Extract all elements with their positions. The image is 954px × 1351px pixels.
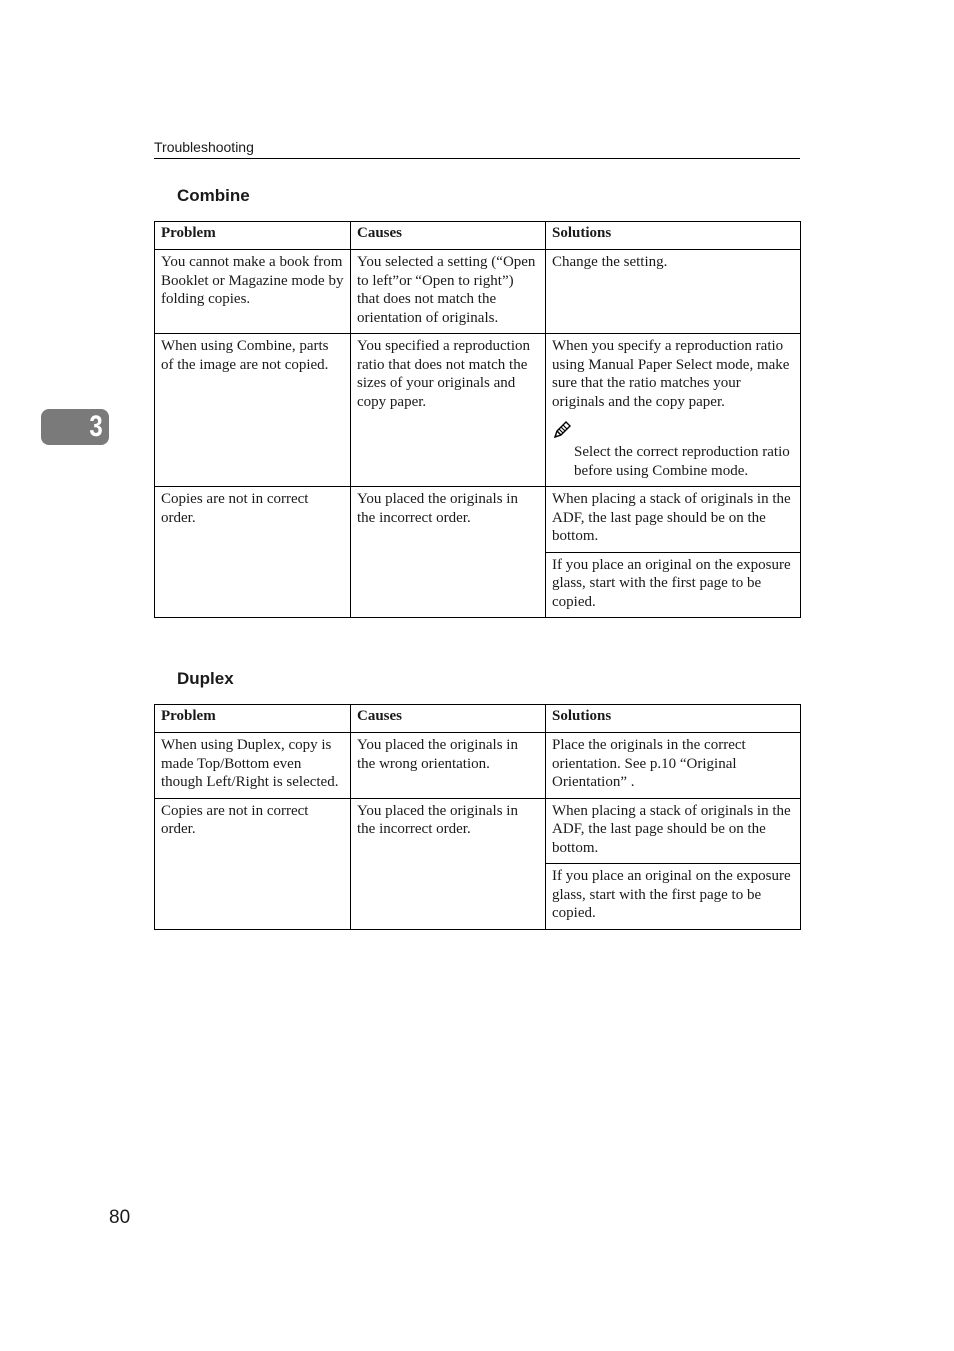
note-text: Select the correct reproduction ratio before using Combine mode.	[574, 444, 790, 479]
table-row	[155, 733, 801, 799]
chapter-tab	[41, 409, 109, 445]
duplex-table	[154, 704, 801, 930]
table-row	[155, 250, 801, 334]
table-header-row	[155, 705, 801, 733]
table-header-row	[155, 222, 801, 250]
pencil-note-icon	[552, 420, 572, 440]
solution-cell	[546, 334, 801, 487]
running-head: Troubleshooting	[154, 139, 800, 159]
problem-cell: You cannot make a book from Booklet or Magazine mode by folding copies.	[155, 250, 351, 334]
page-number: 80	[109, 1207, 131, 1228]
header-problem: Problem	[155, 705, 351, 733]
solution-cell: Place the originals in the correct orientation. See p.10 “Original Orientation” .	[546, 733, 801, 799]
duplex-section-title: Duplex	[177, 669, 234, 688]
problem-cell: When using Combine, parts of the image are not copied.	[155, 334, 351, 487]
table-row	[155, 798, 801, 864]
solution-text: When you specify a reproduction ratio using Manual Paper Select mode, make sure that the ratio matches your originals and the copy paper.	[552, 338, 790, 410]
header-causes: Causes	[351, 222, 546, 250]
problem-cell: Copies are not in correct order.	[155, 798, 351, 929]
combine-section-title: Combine	[177, 186, 250, 205]
cause-cell: You placed the originals in the wrong orientation.	[351, 733, 546, 799]
solution-cell: Change the setting.	[546, 250, 801, 334]
solution-cell: If you place an original on the exposure glass, start with the first page to be copied.	[546, 552, 801, 618]
table-row	[155, 487, 801, 553]
problem-cell: Copies are not in correct order.	[155, 487, 351, 618]
cause-cell: You placed the originals in the incorrect order.	[351, 487, 546, 618]
cause-cell: You placed the originals in the incorrect order.	[351, 798, 546, 929]
combine-table	[154, 221, 801, 618]
table-row	[155, 334, 801, 487]
header-solutions: Solutions	[546, 222, 801, 250]
header-causes: Causes	[351, 705, 546, 733]
header-solutions: Solutions	[546, 705, 801, 733]
solution-cell: When placing a stack of originals in the ADF, the last page should be on the bottom.	[546, 798, 801, 864]
chapter-number: 3	[89, 410, 103, 443]
cause-cell: You selected a setting (“Open to left”or “Open to right”) that does not match the orientation of originals.	[351, 250, 546, 334]
problem-cell: When using Duplex, copy is made Top/Bottom even though Left/Right is selected.	[155, 733, 351, 799]
solution-cell: When placing a stack of originals in the ADF, the last page should be on the bottom.	[546, 487, 801, 553]
solution-cell: If you place an original on the exposure glass, start with the first page to be copied.	[546, 864, 801, 930]
cause-cell: You specified a reproduction ratio that does not match the sizes of your originals and copy paper.	[351, 334, 546, 487]
header-problem: Problem	[155, 222, 351, 250]
